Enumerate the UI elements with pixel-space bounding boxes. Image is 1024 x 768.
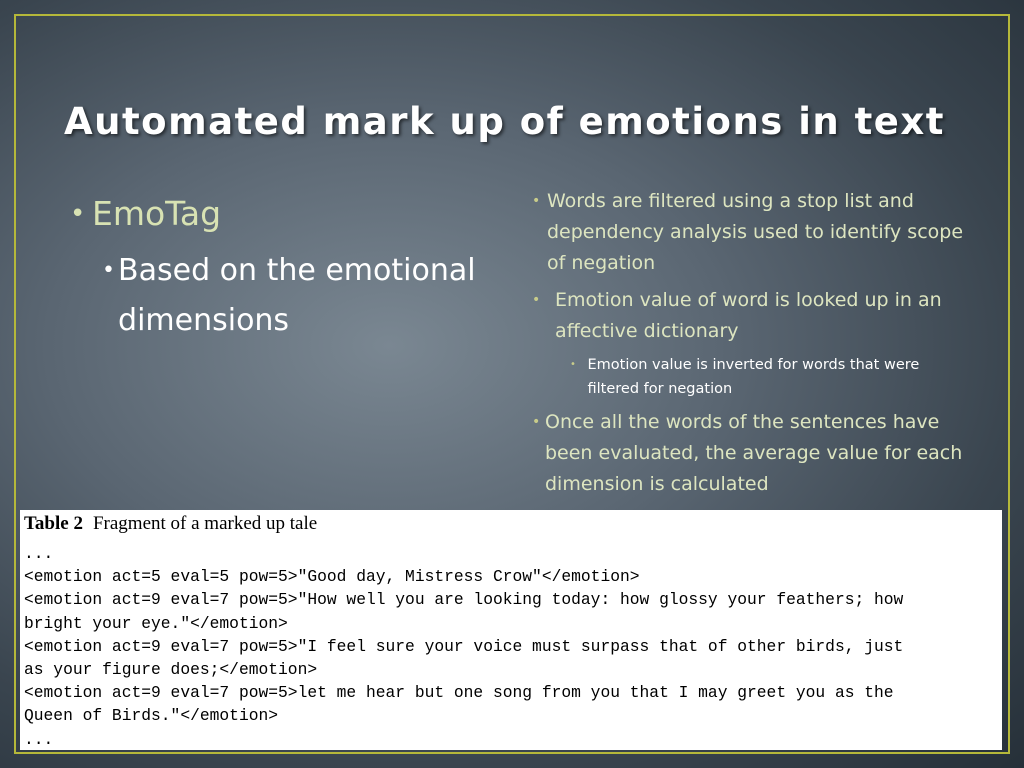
right-bullet-list bbox=[530, 186, 970, 506]
code-line: as your figure does;</emotion> bbox=[24, 660, 318, 680]
bullet-dot: • bbox=[532, 414, 541, 430]
bullet-text: Emotion value of word is looked up in an affective dictionary bbox=[555, 289, 942, 342]
table-caption bbox=[24, 513, 317, 535]
bullet-dot: • bbox=[70, 199, 86, 229]
table-figure bbox=[20, 510, 1002, 750]
code-line: Queen of Birds."</emotion> bbox=[24, 706, 279, 726]
table-code-block bbox=[24, 542, 903, 751]
code-line: <emotion act=9 eval=7 pow=5>let me hear but one song from you that I may greet you as the bbox=[24, 683, 894, 703]
code-line: <emotion act=9 eval=7 pow=5>"I feel sure your voice must surpass that of other birds, just bbox=[24, 636, 904, 656]
bullet-dot: • bbox=[532, 292, 541, 308]
slide-title: Automated mark up of emotions in text bbox=[64, 100, 945, 143]
left-bullet-list bbox=[70, 192, 510, 346]
code-line: <emotion act=5 eval=5 pow=5>"Good day, Mistress Crow"</emotion> bbox=[24, 567, 640, 587]
bullet-dot: • bbox=[532, 193, 541, 209]
bullet-emotag bbox=[70, 192, 510, 236]
bullet-average-value bbox=[530, 407, 970, 500]
bullet-text: Words are filtered using a stop list and dependency analysis used to identify scope of negation bbox=[546, 190, 964, 274]
bullet-dot: • bbox=[570, 359, 576, 370]
bullet-affective-dictionary bbox=[530, 285, 970, 347]
table-caption-text: Fragment of a marked up tale bbox=[92, 513, 318, 534]
code-line: ... bbox=[24, 729, 54, 749]
bullet-text: EmoTag bbox=[92, 194, 222, 233]
code-line: bright your eye."</emotion> bbox=[24, 613, 288, 633]
code-line: ... bbox=[24, 544, 54, 563]
code-line: <emotion act=9 eval=7 pow=5>"How well you are looking today: how glossy your feathers; how bbox=[24, 590, 904, 610]
sub-bullet-negation bbox=[570, 353, 970, 401]
bullet-text: Once all the words of the sentences have been evaluated, the average value for each dimension is calculated bbox=[544, 411, 963, 495]
sub-bullet-emotional-dimensions bbox=[102, 246, 510, 346]
bullet-filtering bbox=[530, 186, 970, 279]
bullet-text: Emotion value is inverted for words that were filtered for negation bbox=[587, 357, 920, 397]
bullet-text: Based on the emotional dimensions bbox=[118, 253, 476, 338]
table-label: Table 2 bbox=[24, 513, 83, 534]
bullet-dot: • bbox=[102, 258, 115, 283]
